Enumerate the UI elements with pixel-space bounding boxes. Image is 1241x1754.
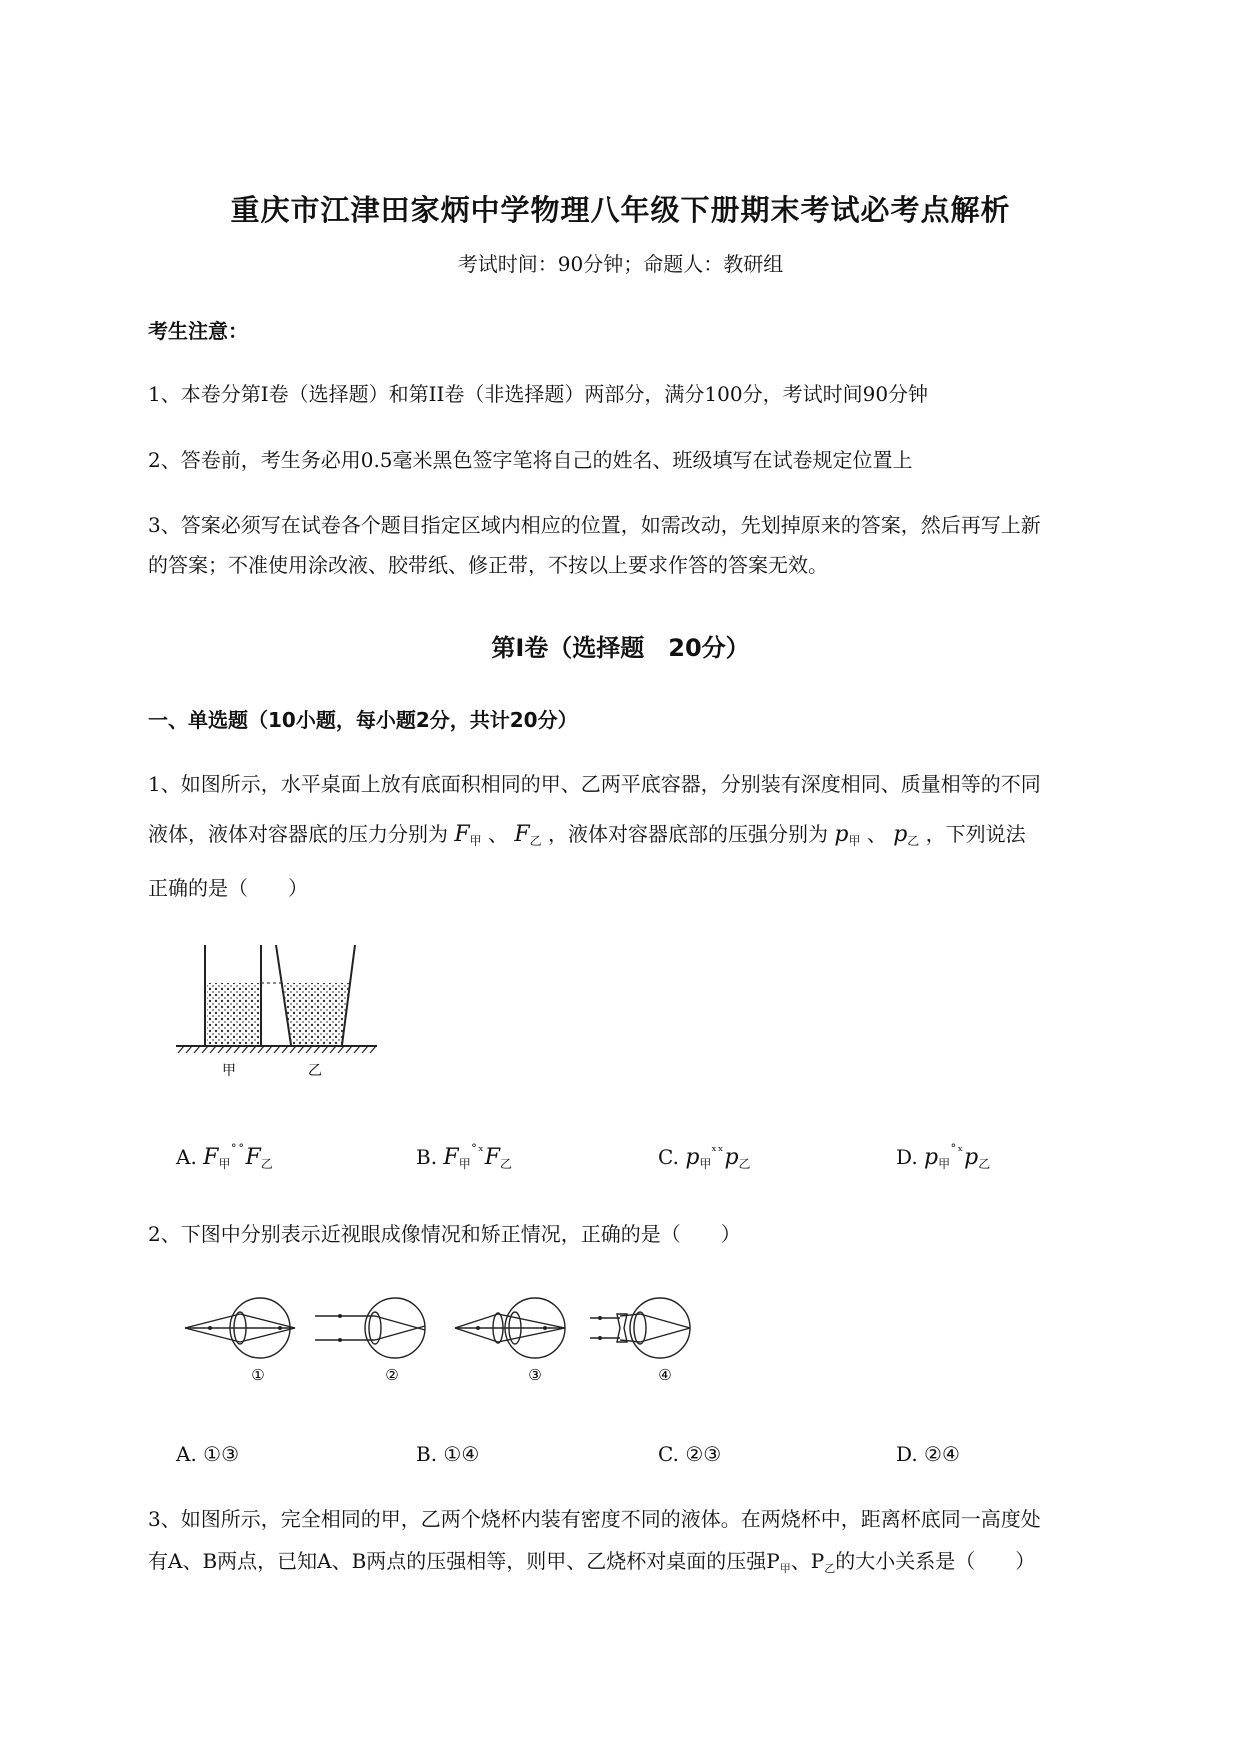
eye-label-3: ③ <box>528 1366 542 1384</box>
notice-item: 的答案；不准使用涂改液、胶带纸、修正带，不按以上要求作答的答案无效。 <box>148 553 828 577</box>
part-heading: 一、单选题（10小题，每小题2分，共计20分） <box>148 708 578 732</box>
q2-option-d[interactable]: D. ②④ <box>896 1442 960 1466</box>
q2-stem: 2、下图中分别表示近视眼成像情况和矫正情况，正确的是（ ） <box>148 1222 741 1246</box>
q2-eye-diagrams-figure <box>180 1290 720 1390</box>
notice-item: 1、本卷分第I卷（选择题）和第II卷（非选择题）两部分，满分100分，考试时间90分钟 <box>148 382 929 406</box>
q1-containers-figure <box>172 945 382 1080</box>
fig-label-yi: 乙 <box>308 1063 322 1079</box>
exam-info: 考试时间：90分钟；命题人：教研组 <box>457 252 784 276</box>
page-title: 重庆市江津田家炳中学物理八年级下册期末考试必考点解析 <box>230 193 1011 227</box>
q1-stem-line2: 液体，液体对容器底的压力分别为 $F_甲$ 、 $F_乙$ ，液体对容器底部的压强分别为 $p_甲$ 、 $p_乙$ ，下列说法 <box>148 822 1026 848</box>
eye-label-2: ② <box>385 1366 399 1384</box>
q2-option-c[interactable]: C. ②③ <box>658 1442 722 1466</box>
q1-option-d[interactable]: D. $p_甲^{˚ˣ}p_乙$ <box>896 1144 991 1171</box>
q2-option-a[interactable]: A. ①③ <box>176 1442 240 1466</box>
fig-label-jia: 甲 <box>222 1063 236 1079</box>
q2-option-b[interactable]: B. ①④ <box>416 1442 480 1466</box>
q1-option-b[interactable]: B. $F_甲^{˚ˣ}F_乙$ <box>416 1144 512 1171</box>
section-title: 第I卷（选择题 20分） <box>491 634 750 662</box>
notice-item: 3、答案必须写在试卷各个题目指定区域内相应的位置，如需改动，先划掉原来的答案，然后再写上新 <box>148 513 1041 537</box>
q3-stem-line2: 有A、B两点，已知A、B两点的压强相等，则甲、乙烧杯对桌面的压强$P_甲$、$P_乙$的大小关系是（ ） <box>148 1549 1036 1575</box>
eye-label-4: ④ <box>658 1366 672 1384</box>
eye-label-1: ① <box>251 1366 265 1384</box>
q1-option-c[interactable]: C. $p_甲^{ˣˣ}p_乙$ <box>658 1144 751 1171</box>
q1-stem-line3: 正确的是（ ） <box>148 876 308 900</box>
notice-heading: 考生注意： <box>148 319 248 343</box>
q1-stem-line1: 1、如图所示，水平桌面上放有底面积相同的甲、乙两平底容器，分别装有深度相同、质量相等的不同 <box>148 772 1041 796</box>
q1-option-a[interactable]: A. $F_甲^{˚˚}F_乙$ <box>176 1144 273 1171</box>
notice-item: 2、答卷前，考生务必用0.5毫米黑色签字笔将自己的姓名、班级填写在试卷规定位置上 <box>148 448 913 472</box>
q3-stem-line1: 3、如图所示，完全相同的甲，乙两个烧杯内装有密度不同的液体。在两烧杯中，距离杯底同一高度处 <box>148 1507 1041 1531</box>
